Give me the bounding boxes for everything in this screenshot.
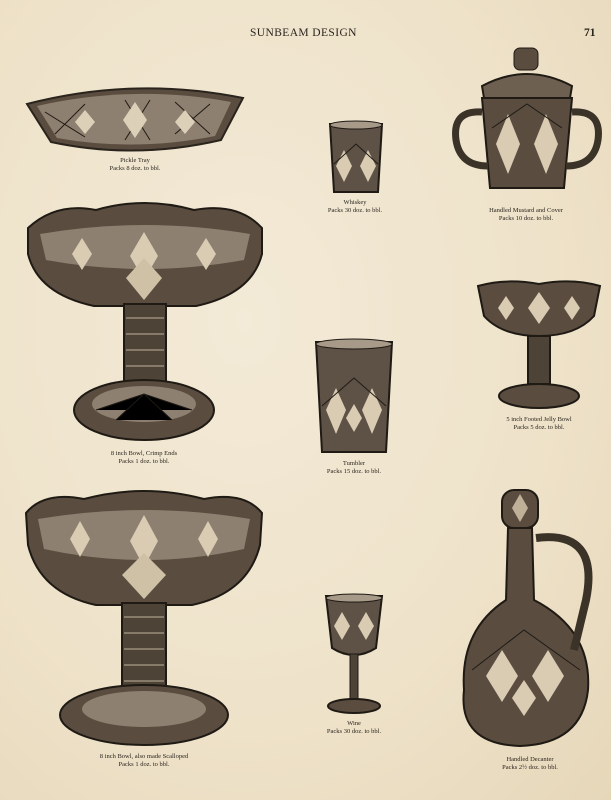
whiskey-glass-illustration (328, 120, 384, 196)
item-name: Whiskey (343, 199, 367, 206)
footed-jelly-bowl-illustration (476, 278, 602, 410)
item-packs: Packs 2½ doz. to bbl. (502, 764, 558, 771)
item-packs: Packs 1 doz. to bbl. (118, 458, 170, 465)
item-packs: Packs 10 doz. to bbl. (498, 215, 554, 222)
decanter-caption (440, 756, 611, 772)
wine-caption (264, 720, 444, 736)
item-packs: Packs 5 doz. to bbl. (513, 424, 565, 431)
bowl-scalloped-caption (54, 753, 234, 769)
tumbler-caption (264, 460, 444, 476)
item-name: Wine (347, 720, 361, 727)
pickle-tray-illustration (25, 82, 245, 157)
jelly-bowl-caption (449, 416, 611, 432)
wine-glass-illustration (324, 592, 384, 716)
item-name: 8 inch Bowl, Crimp Ends (110, 450, 178, 457)
tumbler-illustration (314, 338, 394, 456)
pickle-tray-caption (45, 157, 225, 173)
handled-decanter-illustration (462, 490, 602, 752)
bowl-crimp-ends-illustration (26, 198, 264, 446)
item-name: Handled Decanter (506, 756, 554, 763)
item-name: 8 inch Bowl, also made Scalloped (99, 753, 189, 760)
whiskey-caption (265, 199, 445, 215)
item-name: Tumbler (342, 460, 366, 467)
bowl-crimp-caption (54, 450, 234, 466)
bowl-scalloped-illustration (24, 487, 264, 749)
item-packs: Packs 30 doz. to bbl. (327, 207, 383, 214)
mustard-caption (436, 207, 611, 223)
page-title: SUNBEAM DESIGN (250, 27, 357, 39)
item-packs: Packs 8 doz. to bbl. (109, 165, 161, 172)
mustard-and-cover-illustration (452, 48, 602, 198)
page-number: 71 (584, 27, 596, 39)
item-name: Pickle Tray (120, 157, 150, 164)
item-name: 5 inch Footed Jelly Bowl (506, 416, 572, 423)
item-packs: Packs 30 doz. to bbl. (326, 728, 382, 735)
item-name: Handled Mustard and Cover (489, 207, 563, 214)
item-packs: Packs 15 doz. to bbl. (326, 468, 382, 475)
item-packs: Packs 1 doz. to bbl. (118, 761, 170, 768)
